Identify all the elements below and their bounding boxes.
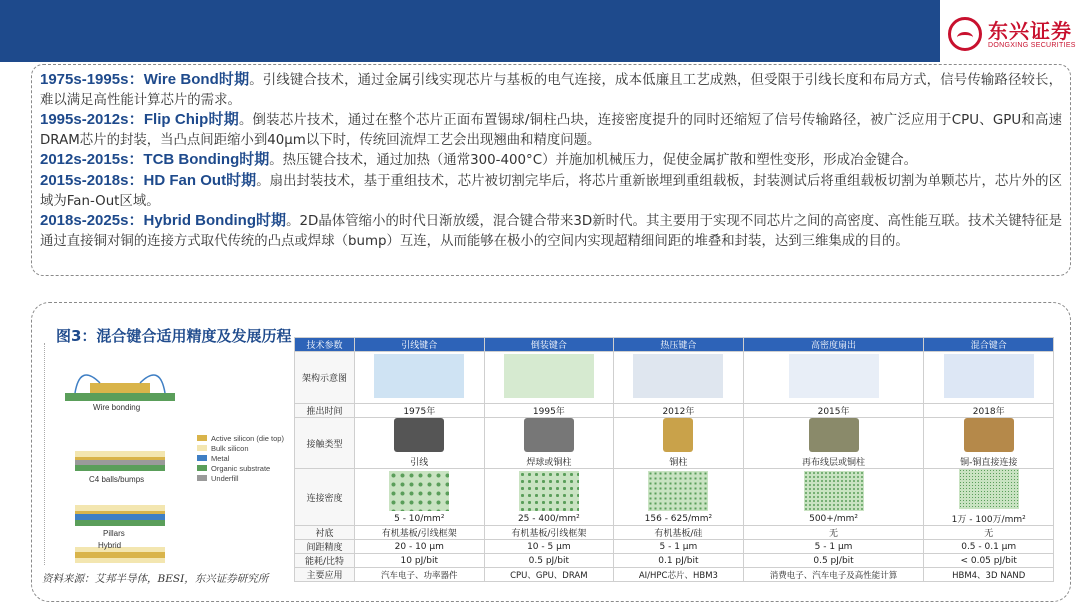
era-heading: 2012s-2015s：TCB Bonding时期 [40,151,270,169]
table-cell: 有机基板/硅 [614,526,744,540]
table-cell: 无 [743,526,924,540]
table-row [295,526,1054,540]
company-logo [948,10,1076,58]
label-wire-bonding: Wire bonding [93,403,141,412]
table-cell: 5 - 1 μm [743,540,924,554]
architecture-image [743,352,924,404]
contact-image [964,418,1014,452]
table-cell: 汽车电子、功率器件 [355,568,485,582]
era-text: 。热压键合技术，通过加热（通常300-400°C）并施加机械压力，促使金属扩散和塑性变形，形成冶金键合。 [269,153,918,169]
density-image [804,471,864,511]
architecture-image [924,352,1054,404]
contact-image [809,418,859,452]
table-header: 倒装键合 [484,338,614,352]
paragraph-tcb [40,150,1062,171]
table-cell: 2012年 [614,404,744,418]
table-cell: 消费电子、汽车电子及高性能计算 [743,568,924,582]
row-label: 推出时间 [295,404,355,418]
bonding-types-diagram [44,343,302,565]
density-image [648,471,708,511]
table-cell: 1995年 [484,404,614,418]
figure-title: 图3：混合键合适用精度及发展历程 [56,327,292,345]
table-cell: 0.5 pJ/bit [484,554,614,568]
era-heading: 1975s-1995s：Wire Bond时期 [40,71,250,88]
table-cell: 10 - 5 μm [484,540,614,554]
logo-emblem-icon [948,17,982,51]
table-cell: 铜-铜直接连接 [924,418,1054,469]
row-label: 间距精度 [295,540,355,554]
contact-image [394,418,444,452]
table-cell: 有机基板/引线框架 [484,526,614,540]
density-image [389,471,449,511]
table-header: 引线键合 [355,338,485,352]
table-header: 技术参数 [295,338,355,352]
table-cell: 引线 [355,418,485,469]
figure-box [31,302,1071,602]
label-pillars: Pillars [103,529,125,538]
table-cell: 5 - 1 μm [614,540,744,554]
legend-item: Underfill [197,473,284,483]
table-cell: CPU、GPU、DRAM [484,568,614,582]
table-cell: HBM4、3D NAND [924,568,1054,582]
row-label: 连接密度 [295,469,355,526]
history-text-box [31,64,1071,276]
row-label: 接触类型 [295,418,355,469]
contact-image [663,418,693,452]
legend-item: Organic substrate [197,463,284,473]
table-cell: 500+/mm² [743,469,924,526]
table-row [295,469,1054,526]
era-heading: 2018s-2025s：Hybrid Bonding时期 [40,212,287,230]
table-row [295,540,1054,554]
table-header: 混合键合 [924,338,1054,352]
table-cell: 铜柱 [614,418,744,469]
era-heading: 2015s-2018s：HD Fan Out时期 [40,171,257,189]
table-cell: 0.5 - 0.1 μm [924,540,1054,554]
table-cell: 5 - 10/mm² [355,469,485,526]
era-text: 。引线键合技术，通过金属引线实现芯片与基板的电气连接，成本低廉且工艺成熟，但受限于引线长度和布局方式，信号传输路径较长，难以满足高性能计算芯片的需求。 [40,73,1062,108]
table-cell: 2015年 [743,404,924,418]
table-cell: 10 pJ/bit [355,554,485,568]
table-row [295,554,1054,568]
contact-image [524,418,574,452]
logo-english-name: DONGXING SECURITIES [988,41,1076,49]
table-row [295,418,1054,469]
table-row [295,352,1054,404]
legend-item: Active silicon (die top) [197,433,284,443]
header-bar [0,0,940,62]
figure-source: 资料来源：艾邦半导体，BESI，东兴证券研究所 [42,573,269,585]
table-row [295,568,1054,582]
legend [197,433,284,483]
era-heading: 1995s-2012s：Flip Chip时期 [40,111,239,129]
table-cell: 25 - 400/mm² [484,469,614,526]
table-cell: < 0.05 pJ/bit [924,554,1054,568]
paragraph-fan-out [40,171,1062,211]
label-hybrid: Hybrid [98,541,122,550]
table-header: 热压键合 [614,338,744,352]
row-label: 架构示意图 [295,352,355,404]
table-cell: 0.1 pJ/bit [614,554,744,568]
table-cell: 无 [924,526,1054,540]
table-cell: 焊球或铜柱 [484,418,614,469]
legend-item: Bulk silicon [197,443,284,453]
paragraph-wire-bond [40,70,1062,110]
era-text: 。2D晶体管缩小的时代日渐放缓，混合键合带来3D新时代。其主要用于实现不同芯片之间的高密度、高性能互联。技术关键特征是通过直接铜对铜的连接方式取代传统的凸点或焊球（bump）互连，从而能够在极小的空间内实现超精细间距的堆叠和封装，达到三维集成的目的。 [40,214,1062,249]
paragraph-flip-chip [40,110,1062,150]
table-cell: 156 - 625/mm² [614,469,744,526]
row-label: 衬底 [295,526,355,540]
era-text: 。倒装芯片技术，通过在整个芯片正面布置锡球/铜柱凸块，连接密度提升的同时还缩短了信号传输路径，被广泛应用于CPU、GPU和高速DRAM芯片的封装，当凸点间距缩小到40μm以下时，传统回流焊工艺会出现翘曲和精度问题。 [40,113,1062,148]
table-header-row [295,338,1054,352]
comparison-table [294,337,1054,582]
table-cell: 2018年 [924,404,1054,418]
table-row [295,404,1054,418]
row-label: 主要应用 [295,568,355,582]
table-cell: AI/HPC芯片、HBM3 [614,568,744,582]
legend-item: Metal [197,453,284,463]
row-label: 能耗/比特 [295,554,355,568]
era-text: 。扇出封装技术，基于重组技术，芯片被切割完毕后，将芯片重新嵌埋到重组载板，封装测试后将重组载板切割为单颗芯片，芯片外的区域为Fan-Out区域。 [40,173,1062,209]
architecture-image [614,352,744,404]
logo-chinese-name: 东兴证券 [988,18,1072,43]
paragraph-hybrid [40,211,1062,251]
table-cell: 1975年 [355,404,485,418]
architecture-image [484,352,614,404]
density-image [519,471,579,511]
table-cell: 有机基板/引线框架 [355,526,485,540]
table-cell: 0.5 pJ/bit [743,554,924,568]
architecture-image [355,352,485,404]
table-header: 高密度扇出 [743,338,924,352]
label-c4: C4 balls/bumps [89,475,145,484]
table-cell: 20 - 10 μm [355,540,485,554]
table-cell: 再布线层或铜柱 [743,418,924,469]
table-cell: 1万 - 100万/mm² [924,469,1054,526]
density-image [959,469,1019,509]
